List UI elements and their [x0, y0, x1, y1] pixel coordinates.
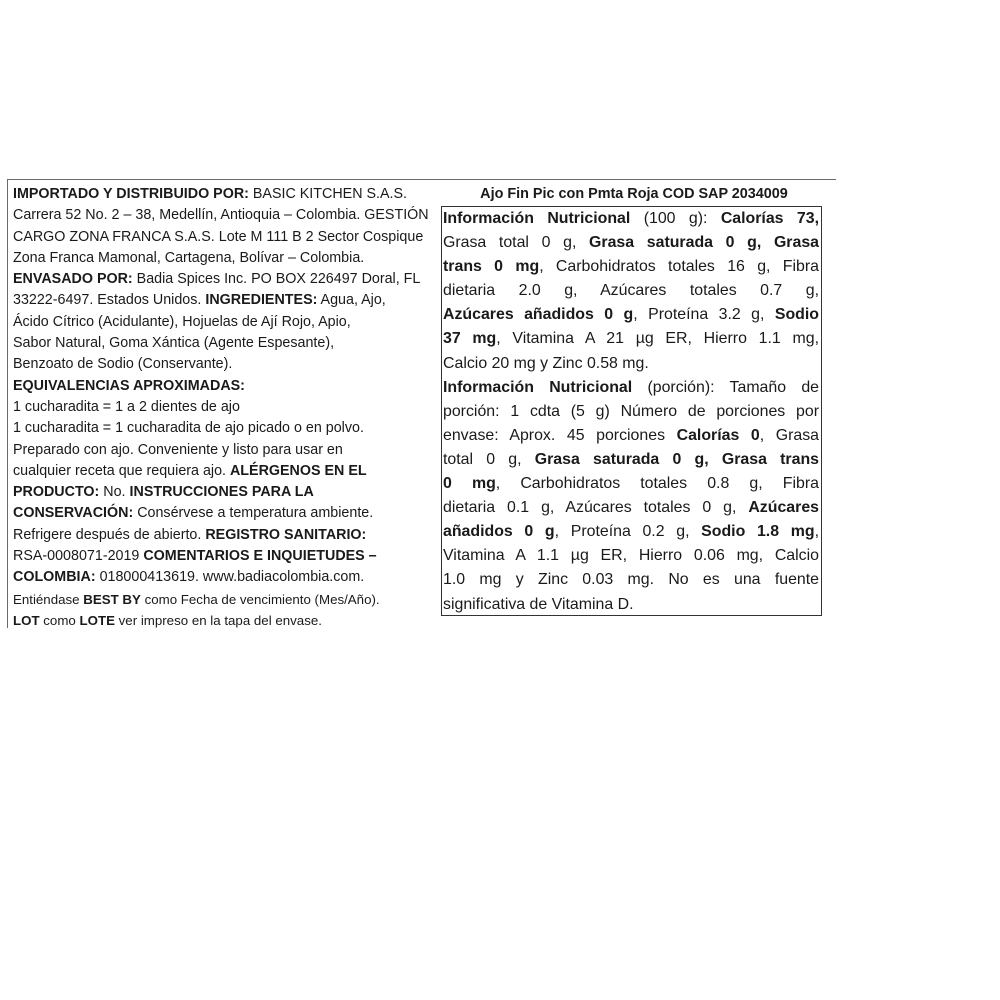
ingredients-line	[13, 290, 443, 311]
nutrition-line: Calcio 20 mg y Zinc 0.58 mg.	[443, 354, 649, 372]
separator: ,	[814, 523, 819, 541]
storage-heading: CONSERVACIÓN:	[13, 505, 134, 522]
vitamins-minerals: , Vitamina A 21 µg ER, Hierro 1.1 mg,	[496, 330, 819, 348]
ingredients-heading: INGREDIENTES:	[205, 292, 318, 309]
description-line: Preparado con ajo. Conveniente y listo para usar en	[13, 441, 343, 458]
registry-number: RSA-0008071-2019	[13, 548, 144, 565]
servings-per-container: envase: Aprox. 45 porciones	[443, 426, 677, 444]
ingredients-text: Agua, Ajo,	[317, 292, 386, 309]
trans-fat: trans 0 mg	[443, 258, 540, 276]
lot-line	[13, 610, 443, 631]
nutrition-line: Vitamina A 1.1 µg ER, Hierro 0.06 mg, Calcio	[443, 547, 819, 565]
equivalence-line: 1 cucharadita = 1 cucharadita de ajo picado o en polvo.	[13, 420, 364, 437]
contact-info: 018000413619. www.badiacolombia.com.	[95, 569, 365, 586]
importer-heading: IMPORTADO Y DISTRIBUIDO POR:	[13, 186, 249, 202]
best-by-line	[13, 589, 443, 610]
nutrition-line	[443, 376, 819, 400]
carbs-fiber: , Carbohidratos totales 16 g, Fibra	[539, 258, 819, 276]
nutrition-line: porción: 1 cdta (5 g) Número de porciones por	[443, 402, 819, 420]
added-sugars-value: añadidos 0 g	[443, 523, 555, 541]
allergens-heading-cont: PRODUCTO:	[13, 484, 100, 501]
ingredients-line: Ácido Cítrico (Acidulante), Hojuelas de Ají Rojo, Apio,	[13, 313, 351, 330]
lot-text: ver impreso en la tapa del envase.	[114, 612, 322, 628]
total-fat: total 0 g,	[443, 450, 535, 468]
equivalence-line: 1 cucharadita = 1 a 2 dientes de ajo	[13, 398, 240, 415]
added-sugars: Azúcares	[748, 499, 819, 517]
nutrition-line	[443, 496, 819, 520]
sodium-label: Sodio	[774, 306, 819, 324]
allergens-value: No.	[99, 484, 130, 501]
nutrition-line: 1.0 mg y Zinc 0.03 mg. No es una fuente	[443, 571, 819, 589]
best-by-prefix: Entiéndase	[13, 591, 84, 607]
added-sugars: Azúcares añadidos 0 g	[443, 306, 634, 324]
sodium: Sodio 1.8 mg	[701, 523, 815, 541]
nutrition-line: significativa de Vitamina D.	[443, 595, 634, 613]
nutrition-line	[443, 520, 819, 544]
allergens-line	[13, 461, 443, 482]
product-title: Ajo Fin Pic con Pmta Roja COD SAP 2034009	[480, 186, 788, 202]
storage-text-cont: Refrigere después de abierto.	[13, 526, 206, 543]
nutrition-line	[443, 448, 819, 472]
address-line: Zona Franca Mamonal, Cartagena, Bolívar – Colombia.	[13, 249, 365, 266]
registry-line	[13, 525, 443, 546]
nutrition-heading-100g: Información Nutricional	[443, 210, 631, 227]
instructions-line	[13, 482, 443, 503]
registry-heading: REGISTRO SANITARIO:	[205, 526, 367, 543]
equivalences-heading: EQUIVALENCIAS APROXIMADAS:	[13, 377, 245, 394]
nutrition-facts-text	[443, 207, 819, 617]
registry-value-line	[13, 546, 443, 567]
ingredients-line: Benzoato de Sodio (Conservante).	[13, 356, 233, 373]
nutrition-basis: (100 g):	[630, 210, 721, 227]
nutrition-line	[443, 303, 819, 327]
calories-100g: Calorías 73,	[720, 210, 819, 227]
packager-address: 33222-6497. Estados Unidos.	[13, 292, 206, 309]
lot-term: LOT	[13, 612, 40, 628]
lot-connector: como	[39, 612, 80, 628]
packager-line	[13, 269, 443, 290]
lote-term: LOTE	[79, 612, 115, 628]
contact-line	[13, 567, 443, 588]
fat-label: , Grasa	[759, 426, 819, 444]
fiber-sugars: dietaria 0.1 g, Azúcares totales 0 g,	[443, 499, 749, 517]
nutrition-line: dietaria 2.0 g, Azúcares totales 0.7 g,	[443, 282, 819, 300]
packager-name: Badia Spices Inc. PO BOX 226497 Doral, FL	[132, 271, 421, 288]
comments-country: COLOMBIA:	[13, 569, 96, 586]
serving-size: (porción): Tamaño de	[632, 378, 819, 396]
address-line: CARGO ZONA FRANCA S.A.S. Lote M 111 B 2 Sector Cospique	[13, 228, 424, 245]
instructions-heading: INSTRUCCIONES PARA LA	[129, 484, 314, 501]
calories-serving: Calorías 0	[676, 426, 760, 444]
storage-line	[13, 503, 443, 524]
nutrition-line	[443, 327, 819, 351]
total-fat: Grasa total 0 g,	[443, 234, 590, 252]
best-by-term: BEST BY	[83, 591, 141, 607]
allergens-heading: ALÉRGENOS EN EL	[229, 462, 367, 479]
best-by-text: como Fecha de vencimiento (Mes/Año).	[140, 591, 380, 607]
nutrition-line	[443, 231, 819, 255]
ingredients-line: Sabor Natural, Goma Xántica (Agente Espesante),	[13, 335, 335, 352]
packager-heading: ENVASADO POR:	[13, 271, 133, 288]
saturated-fat: Grasa saturada 0 g, Grasa trans	[534, 450, 819, 468]
sodium-value: 37 mg	[443, 330, 497, 348]
nutrition-line	[443, 424, 819, 448]
nutrition-line	[443, 472, 819, 496]
description-text: cualquier receta que requiera ajo.	[13, 462, 230, 479]
comments-heading: COMENTARIOS E INQUIETUDES –	[143, 548, 377, 565]
address-line: Carrera 52 No. 2 – 38, Medellín, Antioquia – Colombia. GESTIÓN	[13, 207, 429, 224]
saturated-fat: Grasa saturada 0 g, Grasa	[589, 234, 819, 252]
nutrition-heading-serving: Información Nutricional	[443, 378, 633, 396]
carbs-fiber: , Carbohidratos totales 0.8 g, Fibra	[495, 475, 819, 493]
importer-line	[13, 184, 443, 205]
protein: , Proteína 0.2 g,	[554, 523, 702, 541]
protein: , Proteína 3.2 g,	[633, 306, 775, 324]
nutrition-line	[443, 255, 819, 279]
trans-fat: 0 mg	[443, 475, 496, 493]
nutrition-line	[443, 207, 819, 231]
storage-text: Consérvese a temperatura ambiente.	[133, 505, 374, 522]
importer-name: BASIC KITCHEN S.A.S.	[248, 186, 408, 202]
importer-info-column	[13, 184, 443, 631]
